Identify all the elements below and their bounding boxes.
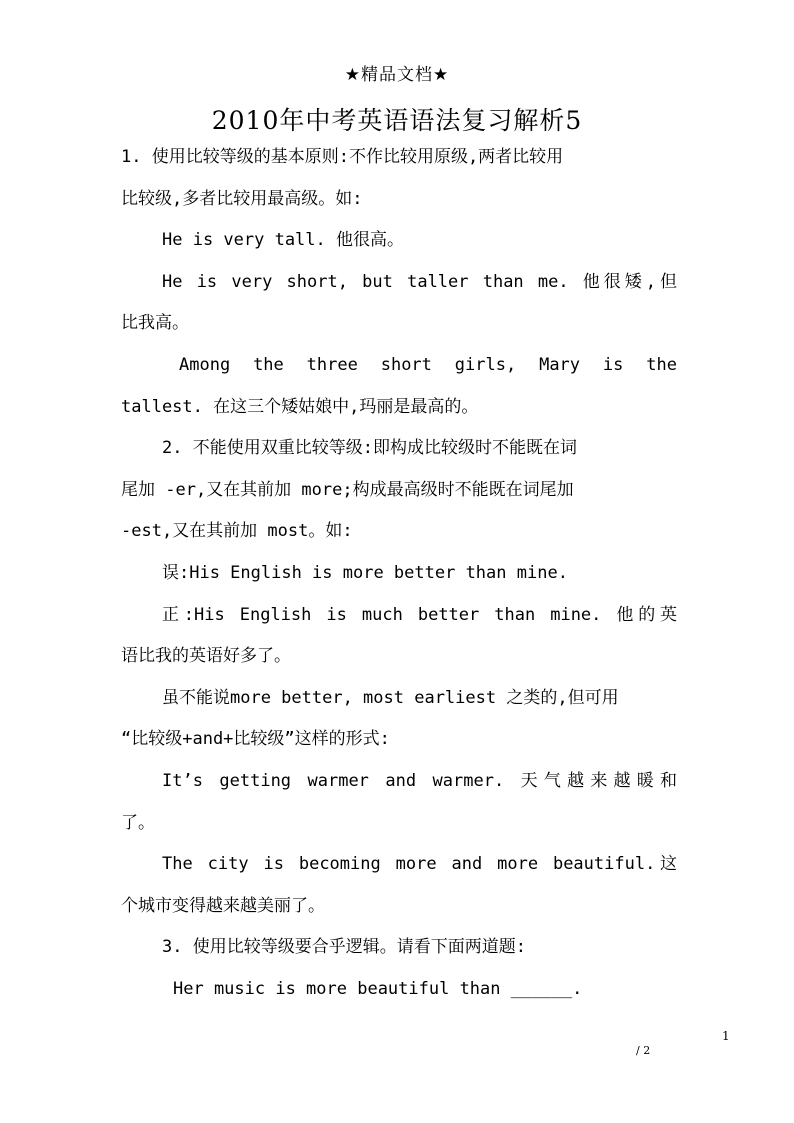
text-line: 误:His English is more better than mine. <box>162 562 568 583</box>
text-line: 2. 不能使用双重比较等级:即构成比较级时不能既在词 <box>162 438 577 459</box>
text-line: 1. 使用比较等级的基本原则:不作比较用原级,两者比较用 <box>121 147 564 167</box>
text-line: 比我高。 <box>121 313 189 334</box>
text-line: 3. 使用比较等级要合乎逻辑。请看下面两道题: <box>162 937 526 958</box>
document-body <box>121 137 677 1010</box>
text-line: 了。 <box>121 812 155 833</box>
text-line: tallest. 在这三个矮姑娘中,玛丽是最高的。 <box>121 396 479 417</box>
text-line: He is very short, but taller than me. 他很矮,但 <box>162 271 677 292</box>
text-line: 尾加 -er,又在其前加 more;构成最高级时不能既在词尾加 <box>121 479 574 500</box>
document-title: 2010年中考英语语法复习解析5 <box>211 106 583 135</box>
text-line: Among the three short girls, Mary is the <box>179 354 677 375</box>
text-line: The city is becoming more and more beautiful.这 <box>162 854 677 875</box>
text-line: Her music is more beautiful than ______. <box>173 978 583 999</box>
text-line: 正:His English is much better than mine. 他的英 <box>162 604 677 625</box>
text-line: It’s getting warmer and warmer. 天气越来越暖和 <box>162 770 677 791</box>
text-line: 个城市变得越来越美丽了。 <box>121 895 325 916</box>
document-header: ★精品文档★ <box>344 65 450 85</box>
page-total: / 2 <box>636 1044 651 1057</box>
page-number: 1 <box>722 1029 730 1043</box>
text-line: 比较级,多者比较用最高级。如: <box>121 188 363 209</box>
text-line: 虽不能说more better, most earliest 之类的,但可用 <box>162 687 619 708</box>
text-line: He is very tall. 他很高。 <box>162 230 404 251</box>
text-line: 语比我的英语好多了。 <box>121 646 291 667</box>
text-line: -est,又在其前加 most。如: <box>121 521 353 542</box>
text-line: “比较级+and+比较级”这样的形式: <box>121 729 390 750</box>
